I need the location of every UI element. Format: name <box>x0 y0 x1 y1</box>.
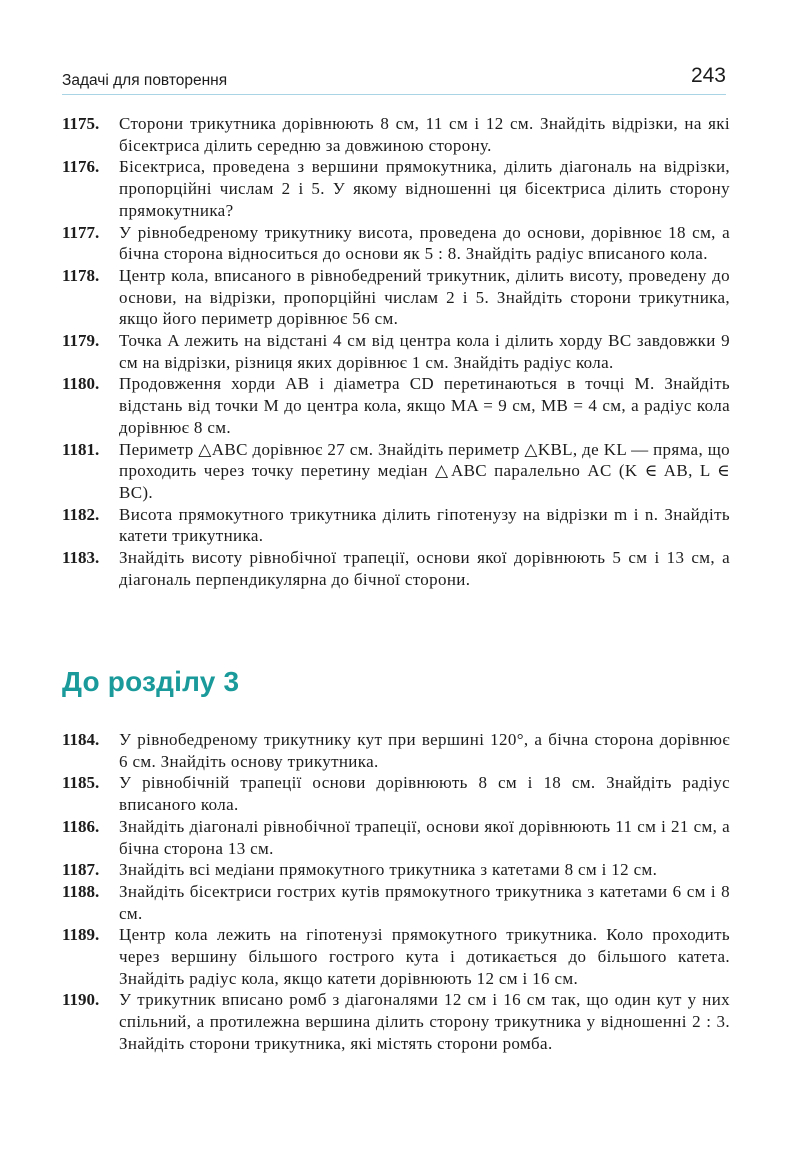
problem-number: 1179. <box>62 331 100 351</box>
problem-text: Знайдіть висоту рівнобічної трапеції, основи якої дорівнюють 5 см і 13 см, а діагональ перпендикулярна до бічної сторони. <box>119 548 730 589</box>
problem-item <box>62 989 730 1054</box>
problem-text: У рівнобедреному трикутнику кут при вершині 120°, а бічна сторона дорівнює 6 см. Знайдіть основу трикутника. <box>119 730 730 771</box>
problem-item <box>62 265 730 330</box>
running-header <box>62 62 726 95</box>
problem-item <box>62 504 730 547</box>
problem-item <box>62 881 730 924</box>
problem-item <box>62 772 730 815</box>
problem-item <box>62 439 730 504</box>
problem-item <box>62 859 730 881</box>
problem-number: 1175. <box>62 114 100 133</box>
problem-number: 1185. <box>62 773 100 793</box>
problem-item <box>62 547 730 590</box>
problem-number: 1182. <box>62 504 100 524</box>
page-number: 243 <box>690 64 726 87</box>
problem-item <box>62 330 730 373</box>
problem-list-chapter-3 <box>62 729 730 1055</box>
problem-text: Сторони трикутника дорівнюють 8 см, 11 см і 12 см. Знайдіть відрізки, на які бісектриса ділить середню за довжиною сторону. <box>119 114 730 155</box>
problem-text: Знайдіть всі медіани прямокутного трикутника з катетами 8 см і 12 см. <box>119 860 658 880</box>
section-title: До розділу 3 <box>62 666 240 697</box>
problem-number: 1178. <box>62 265 100 285</box>
problem-list-repetition <box>62 113 730 590</box>
problem-text: Центр кола лежить на гіпотенузі прямокутного трикутника. Коло проходить через вершину більшого гострого кута і дотикається до більшого катета. Знайдіть радіус кола, якщо катети дорівнюють 12 см і 16 см. <box>119 925 730 988</box>
problem-text: Висота прямокутного трикутника ділить гіпотенузу на відрізки m і n. Знайдіть катети трикутника. <box>119 504 730 546</box>
problem-number: 1189. <box>62 925 100 945</box>
problem-item <box>62 373 730 438</box>
problem-number: 1181. <box>62 439 100 459</box>
problem-number: 1183. <box>62 548 100 568</box>
problem-number: 1176. <box>62 157 100 177</box>
problem-text: Центр кола, вписаного в рівнобедрений трикутник, ділить висоту, проведену до основи, на відрізки, пропорційні числам 2 і 5. Знайдіть сторони трикутника, якщо його периметр дорівнює 56 см. <box>119 265 730 329</box>
problem-text: У трикутник вписано ромб з діагоналями 12 см і 16 см так, що один кут у них спільний, а протилежна вершина ділить сторону трикутника у відношенні 2 : 3. Знайдіть сторони трикутника, які містять сторони ромба. <box>119 990 730 1053</box>
problem-number: 1184. <box>62 730 100 749</box>
problem-text: Знайдіть діагоналі рівнобічної трапеції, основи якої дорівнюють 11 см і 21 см, а бічна сторона 13 см. <box>119 816 730 858</box>
problem-item <box>62 816 730 859</box>
problem-text: Знайдіть бісектриси гострих кутів прямокутного трикутника з катетами 6 см і 8 см. <box>119 881 730 923</box>
problem-item <box>62 156 730 221</box>
problem-number: 1190. <box>62 990 100 1010</box>
problem-item <box>62 729 730 772</box>
problem-text: Продовження хорди AB і діаметра CD перетинаються в точці M. Знайдіть відстань від точки M до центра кола, якщо MA = 9 см, MB = 4 см, а радіус кола дорівнює 8 см. <box>119 374 730 437</box>
problem-text: Точка A лежить на відстані 4 см від центра кола і ділить хорду BC завдовжки 9 см на відрізки, різниця яких дорівнює 1 см. Знайдіть радіус кола. <box>119 331 730 372</box>
problem-item <box>62 113 730 156</box>
problem-number: 1187. <box>62 860 100 880</box>
problem-number: 1177. <box>62 222 100 242</box>
problem-text: Бісектриса, проведена з вершини прямокутника, ділить діагональ на відрізки, пропорційні числам 2 і 5. У якому відношенні ця бісектриса ділить сторону прямокутника? <box>119 157 730 220</box>
problem-number: 1188. <box>62 881 100 901</box>
problem-number: 1180. <box>62 374 100 394</box>
problem-item <box>62 222 730 265</box>
problem-text: Периметр △ABC дорівнює 27 см. Знайдіть периметр △KBL, де KL — пряма, що проходить через точку перетину медіан △ABC паралельно AC (K ∈ AB, L ∈ BC). <box>119 439 730 502</box>
problem-item <box>62 924 730 989</box>
problem-text: У рівнобічній трапеції основи дорівнюють 8 см і 18 см. Знайдіть радіус вписаного кола. <box>119 773 730 815</box>
running-title: Задачі для повторення <box>62 72 228 89</box>
problem-number: 1186. <box>62 816 100 836</box>
problem-text: У рівнобедреному трикутнику висота, проведена до основи, дорівнює 18 см, а бічна сторона відноситься до основи як 5 : 8. Знайдіть радіус вписаного кола. <box>119 222 730 264</box>
